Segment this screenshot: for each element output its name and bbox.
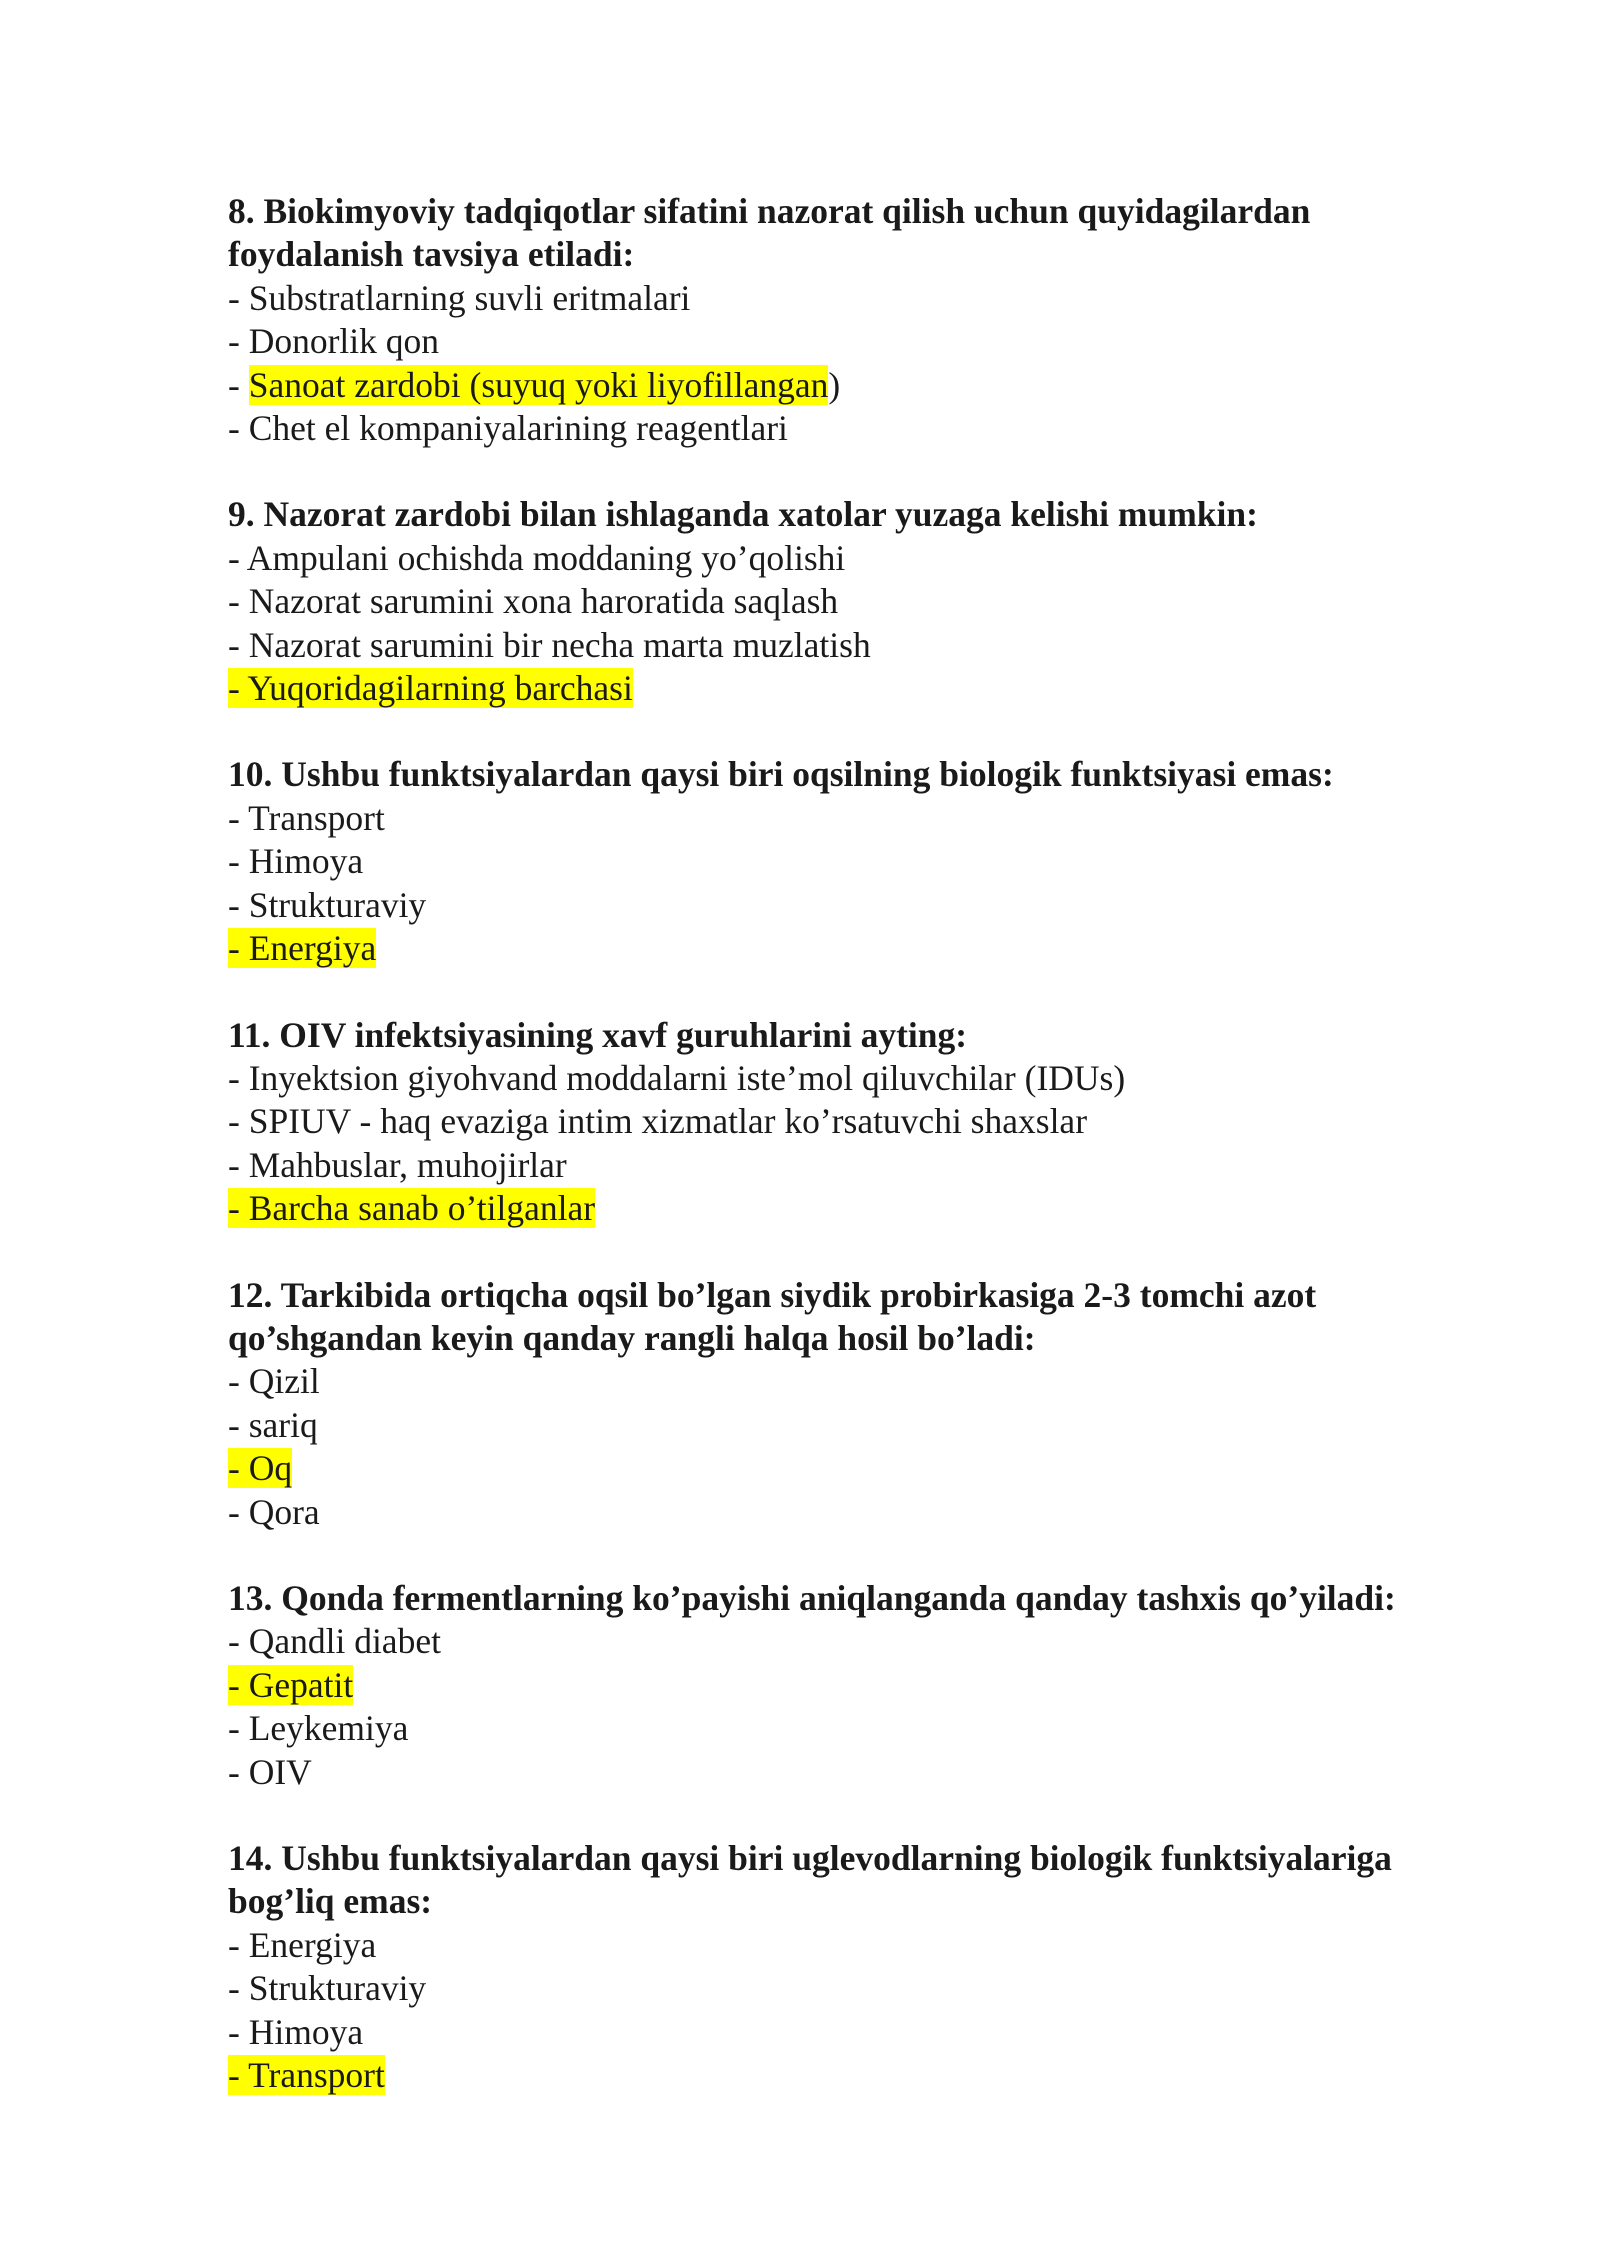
question-9 [228,493,1478,710]
question-title: 11. OIV infektsiyasining xavf guruhlarini ayting: [228,1014,968,1055]
answer-option: - Nazorat sarumini bir necha marta muzlatish [228,624,871,665]
question-title: 8. Biokimyoviy tadqiqotlar sifatini nazorat qilish uchun quyidagilardan foydalanish tavsiya etiladi: [228,191,1311,275]
answer-option: - Himoya [228,2011,364,2052]
question-title: 10. Ushbu funktsiyalardan qaysi biri oqsilning biologik funktsiyasi emas: [228,754,1334,795]
answer-option-highlighted: - Sanoat zardobi (suyuq yoki liyofillangan) [228,364,841,405]
question-title: 9. Nazorat zardobi bilan ishlaganda xatolar yuzaga kelishi mumkin: [228,494,1258,535]
answer-option: - Chet el kompaniyalarining reagentlari [228,408,788,449]
answer-option: - Inyektsion giyohvand moddalarni iste’mol qiluvchilar (IDUs) [228,1057,1126,1098]
answer-option-highlighted [228,1187,1478,1230]
question-14 [228,1837,1478,2097]
answer-option: - OIV [228,1751,312,1792]
answer-option-highlighted [228,927,1478,970]
question-8 [228,190,1478,450]
answer-option-highlighted [228,1664,1478,1707]
answer-option: - Substratlarning suvli eritmalari [228,277,691,318]
answer-option-highlighted [228,1447,1478,1490]
answer-option: - Nazorat sarumini xona haroratida saqlash [228,581,839,622]
answer-option: - Qizil [228,1361,320,1402]
document-page [228,190,1478,2140]
answer-option: - Mahbuslar, muhojirlar [228,1144,567,1185]
answer-option-highlighted [228,2054,1478,2097]
answer-option: - Leykemiya [228,1708,409,1749]
question-11 [228,1014,1478,1231]
answer-option: - Energiya [228,1924,377,1965]
highlighted-answer: - Oq [228,1448,293,1489]
answer-option: - Qora [228,1491,320,1532]
answer-option: - Ampulani ochishda moddaning yo’qolishi [228,537,846,578]
answer-option: - Transport [228,797,385,838]
answer-option: - Himoya [228,841,364,882]
question-title: 12. Tarkibida ortiqcha oqsil bo’lgan siydik probirkasiga 2-3 tomchi azot qo’shgandan keyin qanday rangli halqa hosil bo’ladi: [228,1274,1317,1358]
answer-option-highlighted [228,667,1478,710]
question-13 [228,1577,1478,1794]
question-title: 14. Ushbu funktsiyalardan qaysi biri uglevodlarning biologik funktsiyalariga bog’liq emas: [228,1838,1392,1922]
answer-option: - Strukturaviy [228,884,427,925]
question-10 [228,753,1478,970]
question-title: 13. Qonda fermentlarning ko’payishi aniqlanganda qanday tashxis qo’yiladi: [228,1577,1396,1618]
answer-option: - sariq [228,1404,318,1445]
highlighted-answer: Sanoat zardobi (suyuq yoki liyofillangan [248,364,829,405]
answer-option: - Qandli diabet [228,1621,441,1662]
answer-option: - SPIUV - haq evaziga intim xizmatlar ko’rsatuvchi shaxslar [228,1101,1088,1142]
question-12 [228,1274,1478,1534]
highlighted-answer: - Barcha sanab o’tilganlar [228,1188,596,1229]
highlighted-answer: - Energiya [228,928,377,969]
highlighted-answer: - Yuqoridagilarning barchasi [228,668,633,709]
answer-option: - Donorlik qon [228,321,440,362]
answer-option: - Strukturaviy [228,1968,427,2009]
highlighted-answer: - Transport [228,2055,385,2096]
highlighted-answer: - Gepatit [228,1664,354,1705]
